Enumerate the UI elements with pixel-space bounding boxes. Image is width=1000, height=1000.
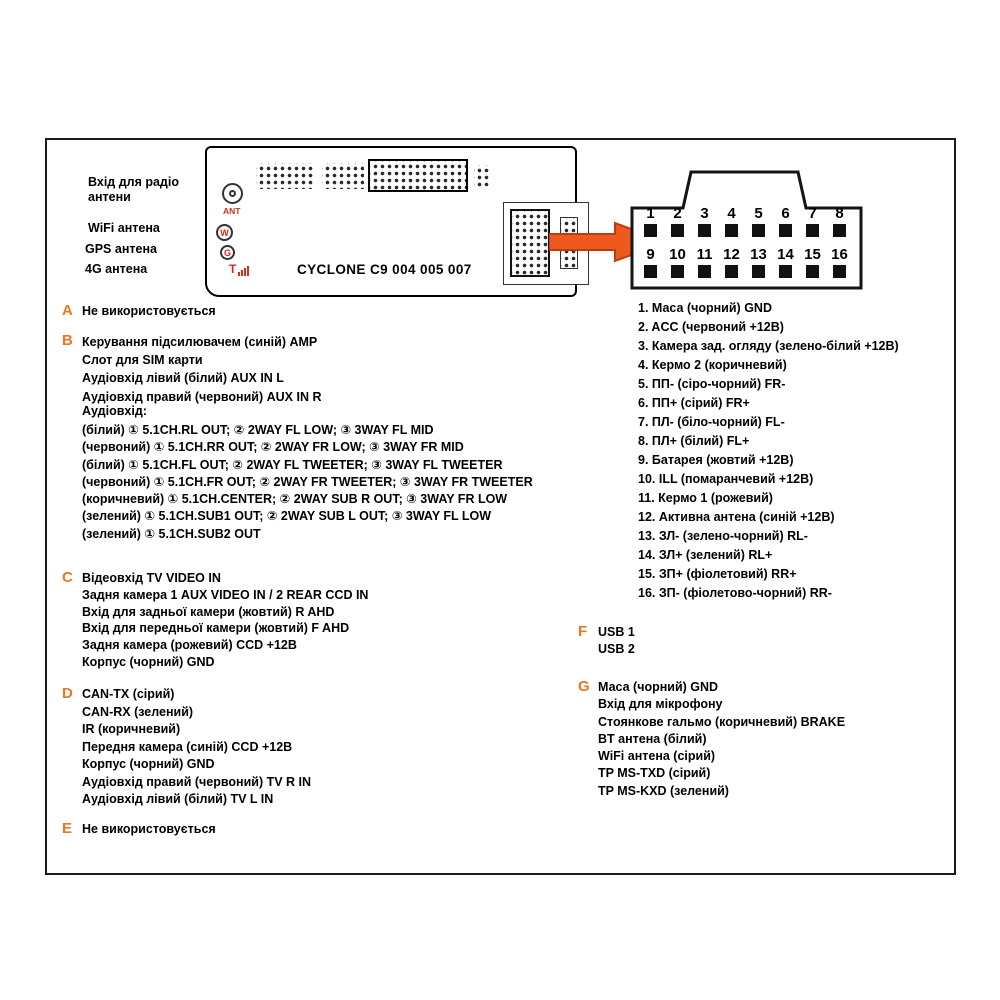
- pin-number: 13: [750, 246, 767, 263]
- iso-connector-pins: [510, 209, 550, 277]
- pin-number: 4: [727, 205, 736, 222]
- section-d-line: IR (коричневий): [82, 722, 181, 736]
- pin-number: 3: [700, 205, 709, 222]
- gps-antenna-label: GPS антена: [85, 242, 157, 256]
- pin-header-block-1: [256, 163, 314, 189]
- pin-number: 10: [669, 246, 686, 263]
- wifi-antenna-label: WiFi антена: [88, 221, 160, 235]
- pin-square: [752, 265, 765, 278]
- pin-square: [725, 265, 738, 278]
- pin-description: 7. ПЛ- (біло-чорний) FL-: [638, 415, 785, 429]
- section-c-line: Корпус (чорний) GND: [82, 654, 215, 669]
- audio-out-line: (коричневий) ① 5.1CH.CENTER; ② 2WAY SUB R OUT; ③ 3WAY FR LOW: [82, 492, 508, 507]
- section-g-line: TP MS-KXD (зелений): [598, 783, 729, 798]
- pin-description: 6. ПП+ (сірий) FR+: [638, 396, 750, 410]
- pin-number: 8: [835, 205, 844, 222]
- audio-out-line: (червоний) ① 5.1CH.RR OUT; ② 2WAY FR LOW; ③ 3WAY FR MID: [82, 440, 464, 455]
- pin-number: 9: [646, 246, 655, 263]
- pin-cell: [745, 247, 772, 278]
- section-d-line: CAN-TX (сірий): [82, 687, 175, 701]
- pin-header-block-3: [368, 159, 468, 192]
- pin-description: 9. Батарея (жовтий +12В): [638, 453, 794, 467]
- pin-number: 11: [696, 246, 713, 263]
- pin-cell: [772, 206, 799, 237]
- pin-description: 2. ACC (червоний +12В): [638, 320, 784, 334]
- pin-number: 14: [777, 246, 794, 263]
- pin-square: [806, 224, 819, 237]
- section-g-lines: [598, 679, 845, 800]
- pin-square: [725, 224, 738, 237]
- signal-bars-icon: [238, 266, 249, 276]
- section-f-line: USB 1: [598, 625, 635, 639]
- pin-description: 16. ЗП- (фіолетово-чорний) RR-: [638, 586, 832, 600]
- pin-cell: [637, 206, 664, 237]
- pin-square: [671, 265, 684, 278]
- pin-square: [752, 224, 765, 237]
- pin-description: 11. Кермо 1 (рожевий): [638, 491, 773, 505]
- pin-cell: [637, 247, 664, 278]
- ant-port-label: ANT: [223, 206, 241, 216]
- pin-description-list: [638, 299, 899, 603]
- section-d-letter: D: [62, 685, 73, 702]
- section-b-letter: B: [62, 332, 73, 349]
- section-f-line: USB 2: [598, 642, 635, 656]
- section-f-letter: F: [578, 623, 588, 640]
- section-g-letter: G: [578, 678, 590, 695]
- pin-cell: [718, 247, 745, 278]
- gps-antenna-port-icon: G: [220, 245, 235, 260]
- section-d-line: Аудіовхід лівий (білий) TV L IN: [82, 792, 274, 806]
- pin-square: [644, 265, 657, 278]
- audio-out-line: (білий) ① 5.1CH.FL OUT; ② 2WAY FL TWEETER; ③ 3WAY FL TWEETER: [82, 457, 503, 472]
- pin-square: [833, 224, 846, 237]
- section-b-line: Керування підсилювачем (синій) AMP: [82, 335, 318, 349]
- section-g-line: WiFi антена (сірий): [598, 749, 716, 764]
- pin-square: [644, 224, 657, 237]
- section-d-line: Корпус (чорний) GND: [82, 757, 215, 771]
- section-b-line: Слот для SIM карти: [82, 353, 203, 368]
- pin-square: [833, 265, 846, 278]
- device-model-label: CYCLONE C9 004 005 007: [297, 262, 472, 277]
- pin-cell: [664, 206, 691, 237]
- 4g-port-letter: T: [229, 262, 237, 276]
- pin-number: 15: [804, 246, 821, 263]
- pin-header-block-2: [322, 163, 364, 189]
- pin-square: [698, 224, 711, 237]
- connector-pin-row-2: [637, 247, 853, 278]
- section-c-line: Вхід для передньої камери (жовтий) F AHD: [82, 621, 350, 636]
- section-d-lines: [82, 686, 311, 809]
- pin-square: [698, 265, 711, 278]
- section-d-line: Аудіовхід правий (червоний) TV R IN: [82, 774, 312, 789]
- section-a-letter: A: [62, 302, 73, 319]
- pin-description: 3. Камера зад. огляду (зелено-білий +12В): [638, 339, 899, 353]
- pin-number: 12: [723, 246, 740, 263]
- pin-header-block-4: [474, 165, 489, 187]
- section-c-lines: [82, 570, 368, 671]
- section-b-lines: [82, 333, 321, 406]
- section-b-line: Аудіовхід лівий (білий) AUX IN L: [82, 371, 284, 386]
- pin-square: [779, 265, 792, 278]
- pin-square: [779, 224, 792, 237]
- pin-description: 10. ILL (помаранчевий +12В): [638, 472, 814, 486]
- pin-cell: [826, 206, 853, 237]
- section-g-line: Вхід для мікрофону: [598, 697, 723, 712]
- pin-description: 8. ПЛ+ (білий) FL+: [638, 434, 750, 448]
- section-b-subtitle: Аудіовхід:: [82, 404, 147, 418]
- audio-out-line: (червоний) ① 5.1CH.FR OUT; ② 2WAY FR TWEETER; ③ 3WAY FR TWEETER: [82, 474, 533, 489]
- section-d-line: Передня камера (синій) CCD +12В: [82, 739, 293, 754]
- section-b-audio-lines: [82, 422, 533, 543]
- section-a-text: Не використовується: [82, 304, 216, 318]
- pin-number: 7: [808, 205, 817, 222]
- pin-description: 4. Кермо 2 (коричневий): [638, 358, 787, 372]
- pin-cell: [799, 247, 826, 278]
- audio-out-line: (зелений) ① 5.1CH.SUB2 OUT: [82, 526, 261, 541]
- section-c-line: Задня камера 1 AUX VIDEO IN / 2 REAR CCD IN: [82, 587, 369, 602]
- wifi-antenna-port-icon: W: [216, 224, 233, 241]
- section-e-text: Не використовується: [82, 822, 216, 836]
- pin-description: 5. ПП- (сіро-чорний) FR-: [638, 377, 786, 391]
- section-e-letter: E: [62, 820, 73, 837]
- pin-cell: [772, 247, 799, 278]
- pin-cell: [691, 247, 718, 278]
- section-c-letter: C: [62, 569, 73, 586]
- pin-cell: [745, 206, 772, 237]
- connector-pin-row-1: [637, 206, 853, 237]
- audio-out-line: (зелений) ① 5.1CH.SUB1 OUT; ② 2WAY SUB L OUT; ③ 3WAY FL LOW: [82, 509, 492, 524]
- pin-square: [671, 224, 684, 237]
- pin-number: 1: [646, 205, 655, 222]
- audio-out-line: (білий) ① 5.1CH.RL OUT; ② 2WAY FL LOW; ③ 3WAY FL MID: [82, 423, 434, 437]
- pin-description: 15. ЗП+ (фіолетовий) RR+: [638, 567, 797, 581]
- pin-number: 6: [781, 205, 790, 222]
- section-g-line: BT антена (білий): [598, 731, 707, 746]
- section-c-line: Задня камера (рожевий) CCD +12В: [82, 638, 297, 653]
- radio-antenna-port-center: [229, 190, 236, 197]
- section-g-line: TP MS-TXD (сірий): [598, 766, 711, 781]
- 4g-antenna-label: 4G антена: [85, 262, 148, 276]
- pin-square: [806, 265, 819, 278]
- pin-number: 2: [673, 205, 682, 222]
- section-d-line: CAN-RX (зелений): [82, 704, 194, 719]
- pin-description: 13. ЗЛ- (зелено-чорний) RL-: [638, 529, 808, 543]
- pin-cell: [799, 206, 826, 237]
- section-b-line: Аудіовхід правий (червоний) AUX IN R: [82, 389, 322, 404]
- pin-description: 14. ЗЛ+ (зелений) RL+: [638, 548, 773, 562]
- 4g-antenna-port-icon: [229, 262, 249, 276]
- section-c-line: Вхід для задньої камери (жовтий) R AHD: [82, 604, 335, 619]
- pin-cell: [826, 247, 853, 278]
- section-g-line: Стоянкове гальмо (коричневий) BRAKE: [598, 714, 846, 729]
- radio-antenna-port-icon: [222, 183, 243, 204]
- pin-number: 16: [831, 246, 848, 263]
- section-f-lines: [598, 624, 635, 658]
- section-c-line: Відеовхід TV VIDEO IN: [82, 571, 221, 585]
- pin-cell: [691, 206, 718, 237]
- pin-cell: [718, 206, 745, 237]
- pin-description: 1. Маса (чорний) GND: [638, 301, 772, 315]
- radio-antenna-label: Вхід для радіо антени: [88, 175, 179, 204]
- pin-number: 5: [754, 205, 763, 222]
- section-g-line: Маса (чорний) GND: [598, 680, 719, 694]
- pin-cell: [664, 247, 691, 278]
- pin-description: 12. Активна антена (синій +12В): [638, 510, 835, 524]
